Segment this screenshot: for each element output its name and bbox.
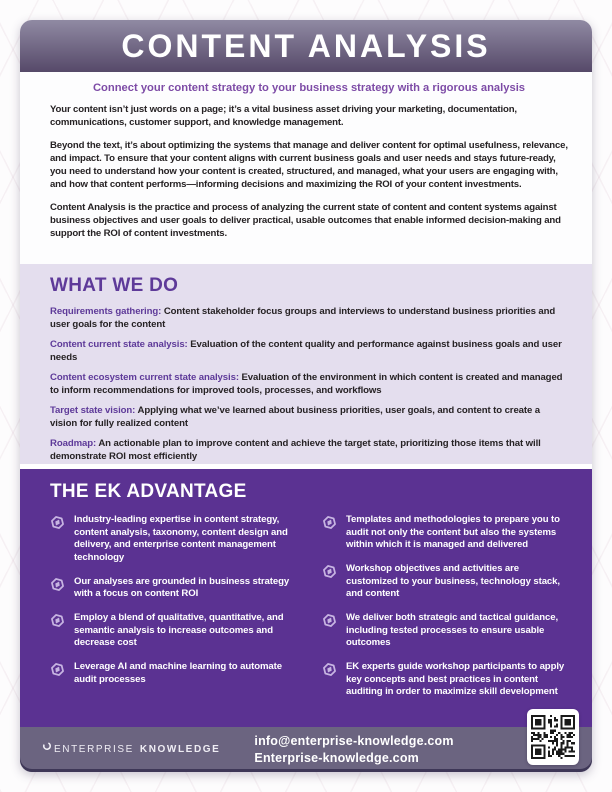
ek-advantage-item-text: Employ a blend of qualitative, quantitative, and semantic analysis to increase outcomes and decrease cost — [74, 611, 284, 649]
intro-paragraphs — [50, 103, 568, 240]
ek-advantage-right-column — [322, 514, 568, 699]
logo-text-enterprise: ENTERPRISE — [54, 744, 134, 755]
what-we-do-item-text: Evaluation of the environment in which content is created and managed to inform recommendations for improved tools, processes, and workflows — [50, 372, 563, 396]
ek-advantage-item-text: Industry-leading expertise in content strategy, content analysis, taxonomy, content design and delivery, and enterprise content management technology — [74, 514, 288, 563]
what-we-do-item-text: Evaluation of the content quality and performance against business goals and user needs — [50, 339, 562, 363]
hexagon-cube-icon — [322, 613, 337, 628]
ek-advantage-item — [50, 661, 296, 686]
what-we-do-section — [20, 264, 592, 464]
ek-advantage-item — [322, 612, 568, 650]
intro-section — [20, 72, 592, 264]
intro-paragraph: Your content isn’t just words on a page; it’s a vital business asset driving your marketing, documentation, communications, customer support, and knowledge management. — [50, 104, 517, 129]
intro-paragraph: Beyond the text, it’s about optimizing the systems that manage and deliver content for optimal usefulness, relevance, and impact. To ensure that your content aligns with current business goals and user needs and stays future-ready, you need to understand how your content is created, structured, and managed, what your users are engaging with, and how that content performs—informing decisions and maximizing the ROI of your content investments. — [50, 140, 568, 191]
ek-advantage-item — [50, 514, 296, 565]
hexagon-cube-icon — [50, 577, 65, 592]
ek-advantage-columns — [50, 514, 568, 699]
ek-advantage-item — [322, 661, 568, 699]
ek-circle-mark-icon — [42, 741, 52, 751]
what-we-do-item-lead: Content current state analysis: — [50, 339, 188, 350]
ek-advantage-item-text: Workshop objectives and activities are customized to your business, technology stack, and content — [346, 562, 560, 600]
logo-text-knowledge: KNOWLEDGE — [139, 744, 221, 755]
ek-advantage-item-text: Our analyses are grounded in business strategy with a focus on content ROI — [74, 575, 290, 600]
ek-advantage-item-text: EK experts guide workshop participants to apply key concepts and best practices in content auditing in order to maximize skill development — [346, 660, 565, 698]
footer-bar — [20, 727, 592, 772]
what-we-do-item-text: An actionable plan to improve content and achieve the target state, prioritizing those items that will demonstrate ROI most efficiently — [50, 438, 541, 462]
what-we-do-item-lead: Target state vision: — [50, 405, 136, 416]
what-we-do-heading: WHAT WE DO — [50, 275, 179, 296]
hexagon-cube-icon — [50, 662, 65, 677]
what-we-do-item — [50, 306, 568, 332]
what-we-do-item — [50, 438, 568, 464]
ek-advantage-item-text: Templates and methodologies to prepare you to audit not only the content but also the systems within which it is managed and delivered — [346, 514, 560, 551]
contact-block — [254, 733, 453, 766]
page-title: CONTENT ANALYSIS — [121, 27, 491, 64]
ek-advantage-section — [20, 469, 592, 727]
contact-website: Enterprise-knowledge.com — [254, 750, 419, 765]
subtitle: Connect your content strategy to your business strategy with a rigorous analysis — [92, 82, 526, 94]
hexagon-cube-icon — [50, 613, 65, 628]
ek-advantage-item-text: Leverage AI and machine learning to automate audit processes — [74, 660, 282, 685]
intro-paragraph: Content Analysis is the practice and process of analyzing the current state of content and content systems against business objectives and user goals to deliver practical, usable outcomes that enable informed decision-making and support the ROI of content investments. — [50, 202, 561, 240]
ek-advantage-item — [50, 576, 296, 601]
ek-advantage-left-column — [50, 514, 296, 699]
ek-advantage-item — [322, 563, 568, 601]
what-we-do-item-lead: Requirements gathering: — [50, 306, 162, 317]
what-we-do-item — [50, 339, 568, 365]
ek-advantage-item-text: We deliver both strategic and tactical guidance, including tested processes to ensure usable outcomes — [346, 611, 559, 649]
hexagon-cube-icon — [322, 515, 337, 530]
ek-advantage-heading: THE EK ADVANTAGE — [50, 481, 247, 502]
what-we-do-item-lead: Content ecosystem current state analysis: — [50, 372, 239, 383]
contact-email: info@enterprise-knowledge.com — [254, 734, 454, 748]
ek-advantage-item — [50, 612, 296, 650]
header-banner — [20, 20, 592, 72]
ek-advantage-item — [322, 514, 568, 552]
hexagon-cube-icon — [322, 564, 337, 579]
what-we-do-item-text: Applying what we’ve learned about business priorities, user goals, and content to create a vision for fully realized content — [50, 405, 541, 429]
what-we-do-list — [50, 306, 568, 464]
what-we-do-item-text: Content stakeholder focus groups and interviews to understand business priorities and user goals for the content — [50, 306, 556, 330]
hexagon-cube-icon — [50, 515, 65, 530]
hexagon-cube-icon — [322, 662, 337, 677]
what-we-do-item — [50, 405, 568, 431]
ek-logo — [42, 744, 220, 755]
qr-code — [527, 709, 579, 765]
what-we-do-item — [50, 372, 568, 398]
what-we-do-item-lead: Roadmap: — [50, 438, 97, 449]
flyer-card — [20, 20, 592, 772]
